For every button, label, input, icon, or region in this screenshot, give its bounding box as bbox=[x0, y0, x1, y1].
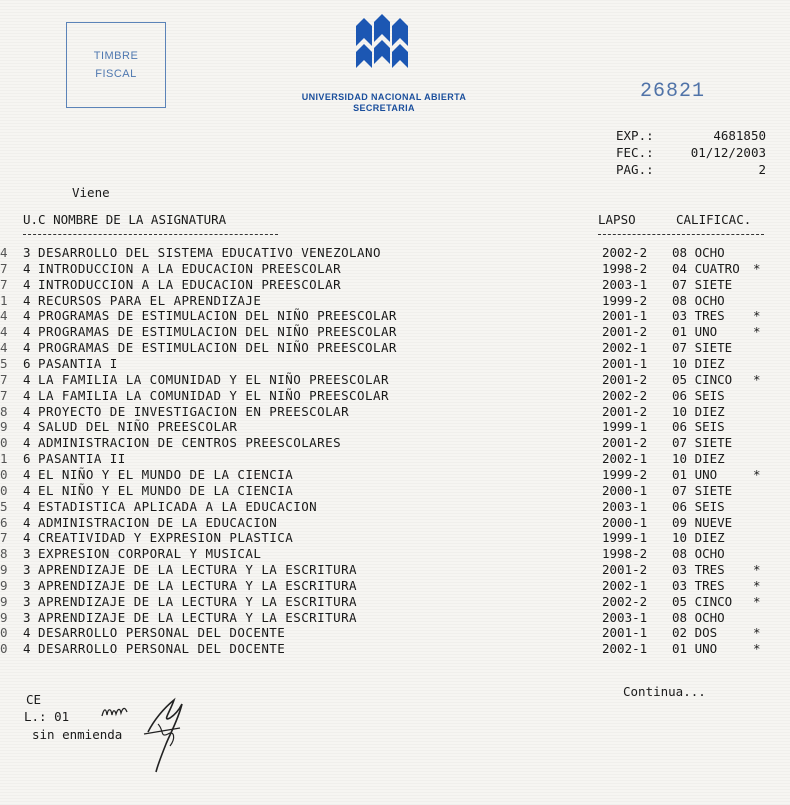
credit-units: 4 bbox=[23, 387, 31, 403]
column-header-lapso: LAPSO bbox=[598, 212, 636, 227]
grade-value: 06 SEIS bbox=[672, 387, 725, 403]
edge-digit: 0 bbox=[0, 482, 8, 498]
grade-value: 02 DOS bbox=[672, 625, 718, 641]
subject-name: PASANTIA II bbox=[38, 451, 126, 466]
pag-line bbox=[616, 162, 766, 177]
university-line-1: UNIVERSIDAD NACIONAL ABIERTA bbox=[301, 92, 467, 102]
edge-digit: 9 bbox=[0, 562, 8, 577]
edge-digit: 7 bbox=[0, 387, 8, 403]
document-number: 26821 bbox=[640, 80, 706, 103]
grade-value: 03 TRES bbox=[672, 308, 725, 324]
header-divider-right bbox=[598, 234, 764, 235]
grade-value: 10 DIEZ bbox=[672, 355, 725, 371]
subject-name: EL NIÑO Y EL MUNDO DE LA CIENCIA bbox=[38, 482, 294, 498]
credit-units: 4 bbox=[23, 514, 31, 530]
credit-units: 3 bbox=[23, 593, 31, 609]
grade-value: 07 SIETE bbox=[672, 340, 733, 356]
edge-digit: 7 bbox=[0, 260, 8, 276]
subject-name: ESTADISTICA APLICADA A LA EDUCACION bbox=[38, 498, 318, 514]
grade-value: 10 DIEZ bbox=[672, 451, 725, 466]
grade-value: 06 SEIS bbox=[672, 498, 725, 514]
lapso-value: 2001-2 bbox=[602, 403, 648, 419]
grade-value: 03 TRES bbox=[672, 577, 725, 593]
grade-mark: * bbox=[753, 371, 761, 387]
grade-value: 07 SIETE bbox=[672, 276, 733, 292]
lapso-value: 2003-1 bbox=[602, 276, 648, 292]
edge-digit: 7 bbox=[0, 371, 8, 387]
grade-value: 04 CUATRO bbox=[672, 260, 740, 276]
exp-label: EXP.: bbox=[616, 128, 654, 143]
credit-units: 4 bbox=[23, 641, 31, 657]
credit-units: 4 bbox=[23, 498, 31, 514]
credit-units: 6 bbox=[23, 451, 31, 466]
edge-digit: 4 bbox=[0, 245, 8, 260]
subject-name: LA FAMILIA LA COMUNIDAD Y EL NIÑO PREESCOLAR bbox=[38, 387, 389, 403]
grade-value: 10 DIEZ bbox=[672, 530, 725, 546]
lapso-value: 2001-2 bbox=[602, 562, 648, 577]
subject-name: PROGRAMAS DE ESTIMULACION DEL NIÑO PREESCOLAR bbox=[38, 324, 397, 340]
edge-digit: 6 bbox=[0, 514, 8, 530]
edge-digit: 1 bbox=[0, 451, 8, 466]
credit-units: 4 bbox=[23, 466, 31, 482]
grade-mark: * bbox=[753, 466, 761, 482]
l-line: L.: 01 bbox=[24, 709, 70, 724]
credit-units: 4 bbox=[23, 308, 31, 324]
stamp-line-1: TIMBRE bbox=[93, 50, 139, 62]
lapso-value: 1999-1 bbox=[602, 530, 648, 546]
edge-digit: 9 bbox=[0, 577, 8, 593]
edge-digit: 4 bbox=[0, 324, 8, 340]
grade-value: 01 UNO bbox=[672, 641, 718, 657]
subject-name: LA FAMILIA LA COMUNIDAD Y EL NIÑO PREESCOLAR bbox=[38, 371, 389, 387]
subject-name: APRENDIZAJE DE LA LECTURA Y LA ESCRITURA bbox=[38, 562, 358, 577]
subject-name: INTRODUCCION A LA EDUCACION PREESCOLAR bbox=[38, 276, 342, 292]
credit-units: 6 bbox=[23, 355, 31, 371]
sin-enmienda-label: sin enmienda bbox=[32, 727, 123, 742]
ce-label: CE bbox=[26, 692, 42, 707]
lapso-value: 1998-2 bbox=[602, 260, 648, 276]
lapso-value: 2002-1 bbox=[602, 451, 648, 466]
edge-digit: 8 bbox=[0, 403, 8, 419]
grade-mark: * bbox=[753, 308, 761, 324]
subject-name: APRENDIZAJE DE LA LECTURA Y LA ESCRITURA bbox=[38, 609, 358, 625]
grade-mark: * bbox=[753, 625, 761, 641]
credit-units: 3 bbox=[23, 562, 31, 577]
credit-units: 4 bbox=[23, 324, 31, 340]
handwritten-signature-icon bbox=[140, 694, 190, 774]
edge-digit: 1 bbox=[0, 292, 8, 308]
grade-value: 08 OCHO bbox=[672, 292, 725, 308]
lapso-value: 1999-2 bbox=[602, 292, 648, 308]
credit-units: 4 bbox=[23, 340, 31, 356]
subject-name: PROGRAMAS DE ESTIMULACION DEL NIÑO PREESCOLAR bbox=[38, 308, 397, 324]
edge-digit: 9 bbox=[0, 419, 8, 435]
lapso-value: 2001-1 bbox=[602, 625, 648, 641]
edge-digit: 9 bbox=[0, 609, 8, 625]
credit-units: 4 bbox=[23, 435, 31, 451]
edge-digit: 0 bbox=[0, 466, 8, 482]
fec-label: FEC.: bbox=[616, 145, 654, 160]
credit-units: 4 bbox=[23, 260, 31, 276]
lapso-value: 2001-2 bbox=[602, 371, 648, 387]
grade-value: 05 CINCO bbox=[672, 593, 733, 609]
subject-name: INTRODUCCION A LA EDUCACION PREESCOLAR bbox=[38, 260, 342, 276]
grade-mark: * bbox=[753, 260, 761, 276]
lapso-value: 1999-2 bbox=[602, 466, 648, 482]
grade-mark: * bbox=[753, 562, 761, 577]
grade-value: 10 DIEZ bbox=[672, 403, 725, 419]
edge-digit: 5 bbox=[0, 498, 8, 514]
edge-digit: 5 bbox=[0, 355, 8, 371]
edge-digit: 8 bbox=[0, 546, 8, 562]
column-header-calificacion: CALIFICAC. bbox=[676, 212, 752, 227]
grade-value: 05 CINCO bbox=[672, 371, 733, 387]
viene-label: Viene bbox=[72, 185, 110, 200]
subject-name: ADMINISTRACION DE LA EDUCACION bbox=[38, 514, 278, 530]
edge-digit: 0 bbox=[0, 435, 8, 451]
edge-digit: 4 bbox=[0, 308, 8, 324]
grade-value: 01 UNO bbox=[672, 324, 718, 340]
fec-line bbox=[616, 145, 766, 160]
credit-units: 3 bbox=[23, 609, 31, 625]
subject-name: CREATIVIDAD Y EXPRESION PLASTICA bbox=[38, 530, 294, 546]
credit-units: 3 bbox=[23, 577, 31, 593]
subject-name: EXPRESION CORPORAL Y MUSICAL bbox=[38, 546, 262, 562]
subject-name: APRENDIZAJE DE LA LECTURA Y LA ESCRITURA bbox=[38, 593, 358, 609]
subject-name: PASANTIA I bbox=[38, 355, 118, 371]
grade-mark: * bbox=[753, 577, 761, 593]
edge-digit: 9 bbox=[0, 593, 8, 609]
subject-name: SALUD DEL NIÑO PREESCOLAR bbox=[38, 419, 238, 435]
grade-value: 03 TRES bbox=[672, 562, 725, 577]
handwritten-initials-icon bbox=[100, 700, 134, 722]
lapso-value: 2002-2 bbox=[602, 387, 648, 403]
una-logo-icon bbox=[352, 12, 414, 74]
lapso-value: 2001-2 bbox=[602, 324, 648, 340]
lapso-value: 2002-1 bbox=[602, 340, 648, 356]
lapso-value: 2000-1 bbox=[602, 482, 648, 498]
grade-mark: * bbox=[753, 593, 761, 609]
lapso-value: 1998-2 bbox=[602, 546, 648, 562]
credit-units: 4 bbox=[23, 482, 31, 498]
subject-name: ADMINISTRACION DE CENTROS PREESCOLARES bbox=[38, 435, 342, 451]
subject-name: RECURSOS PARA EL APRENDIZAJE bbox=[38, 292, 262, 308]
credit-units: 4 bbox=[23, 625, 31, 641]
grade-mark: * bbox=[753, 641, 761, 657]
subject-name: PROGRAMAS DE ESTIMULACION DEL NIÑO PREESCOLAR bbox=[38, 340, 397, 356]
edge-digit: 4 bbox=[0, 340, 8, 356]
timbre-fiscal-stamp bbox=[66, 22, 166, 108]
pag-label: PAG.: bbox=[616, 162, 654, 177]
lapso-value: 2001-2 bbox=[602, 435, 648, 451]
grade-value: 08 OCHO bbox=[672, 245, 725, 260]
lapso-value: 2001-1 bbox=[602, 355, 648, 371]
credit-units: 3 bbox=[23, 546, 31, 562]
lapso-value: 2000-1 bbox=[602, 514, 648, 530]
grade-value: 07 SIETE bbox=[672, 435, 733, 451]
credit-units: 3 bbox=[23, 245, 31, 260]
lapso-value: 2002-2 bbox=[602, 593, 648, 609]
subject-name: DESARROLLO DEL SISTEMA EDUCATIVO VENEZOLANO bbox=[38, 245, 381, 260]
grade-value: 07 SIETE bbox=[672, 482, 733, 498]
grade-mark: * bbox=[753, 324, 761, 340]
column-header-uc-name: U.C NOMBRE DE LA ASIGNATURA bbox=[23, 212, 227, 227]
grade-value: 08 OCHO bbox=[672, 609, 725, 625]
subject-name: PROYECTO DE INVESTIGACION EN PREESCOLAR bbox=[38, 403, 350, 419]
lapso-value: 1999-1 bbox=[602, 419, 648, 435]
edge-digit: 7 bbox=[0, 530, 8, 546]
credit-units: 4 bbox=[23, 530, 31, 546]
lapso-value: 2003-1 bbox=[602, 498, 648, 514]
lapso-value: 2001-1 bbox=[602, 308, 648, 324]
credit-units: 4 bbox=[23, 292, 31, 308]
credit-units: 4 bbox=[23, 419, 31, 435]
fec-value: 01/12/2003 bbox=[690, 145, 766, 160]
credit-units: 4 bbox=[23, 403, 31, 419]
subject-name: DESARROLLO PERSONAL DEL DOCENTE bbox=[38, 625, 286, 641]
subject-name: EL NIÑO Y EL MUNDO DE LA CIENCIA bbox=[38, 466, 294, 482]
edge-digit: 7 bbox=[0, 276, 8, 292]
grade-value: 06 SEIS bbox=[672, 419, 725, 435]
grade-value: 01 UNO bbox=[672, 466, 718, 482]
university-line-2: SECRETARIA bbox=[353, 103, 415, 113]
continua-label: Continua... bbox=[623, 684, 706, 699]
edge-digit: 0 bbox=[0, 641, 8, 657]
university-name bbox=[284, 92, 484, 114]
credit-units: 4 bbox=[23, 371, 31, 387]
lapso-value: 2002-2 bbox=[602, 245, 648, 260]
grade-value: 08 OCHO bbox=[672, 546, 725, 562]
edge-digit: 0 bbox=[0, 625, 8, 641]
credit-units: 4 bbox=[23, 276, 31, 292]
subject-name: DESARROLLO PERSONAL DEL DOCENTE bbox=[38, 641, 286, 657]
pag-value: 2 bbox=[758, 162, 766, 177]
header-divider-left bbox=[23, 234, 278, 235]
exp-value: 4681850 bbox=[713, 128, 766, 143]
grade-value: 09 NUEVE bbox=[672, 514, 733, 530]
subject-name: APRENDIZAJE DE LA LECTURA Y LA ESCRITURA bbox=[38, 577, 358, 593]
lapso-value: 2002-1 bbox=[602, 641, 648, 657]
lapso-value: 2002-1 bbox=[602, 577, 648, 593]
exp-line bbox=[616, 128, 766, 143]
lapso-value: 2003-1 bbox=[602, 609, 648, 625]
stamp-line-2: FISCAL bbox=[95, 68, 137, 80]
